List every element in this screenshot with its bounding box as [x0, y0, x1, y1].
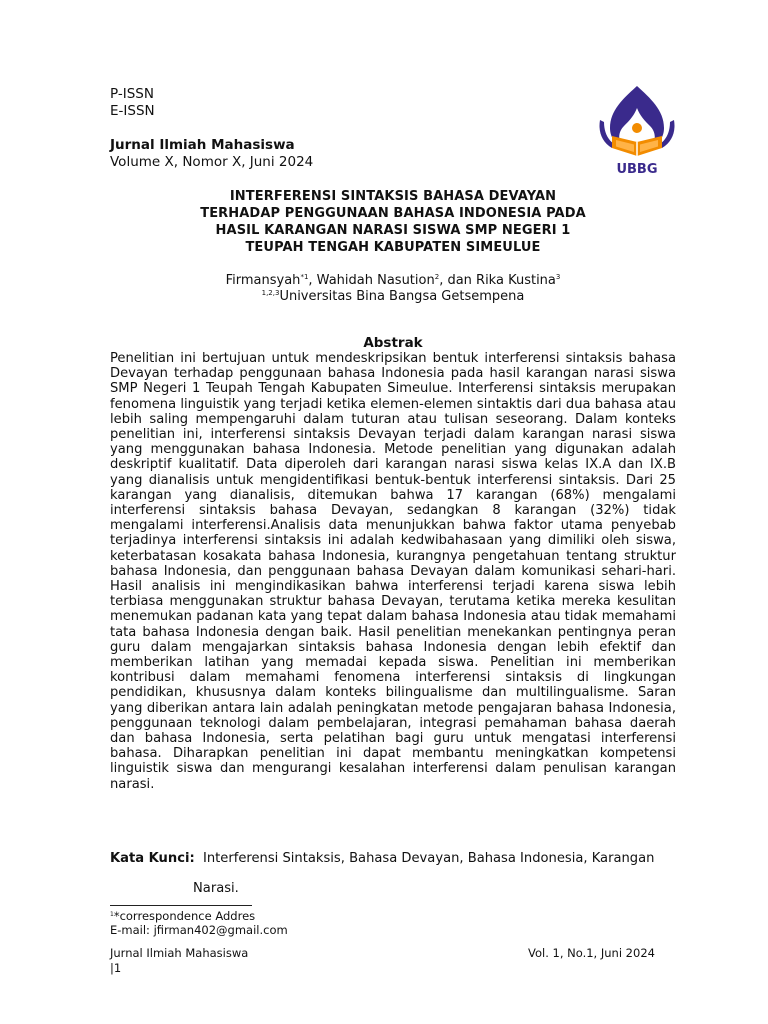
affiliation-sup: 1,2,3 — [261, 289, 280, 297]
footnote-text: *correspondence Addres — [113, 909, 256, 923]
p-issn-label: P-ISSN — [110, 86, 154, 102]
author-sup: *1 — [300, 273, 309, 281]
author-name: , dan Rika Kustina — [439, 273, 556, 288]
logo-text: UBBG — [616, 162, 658, 177]
affiliation — [110, 289, 676, 305]
footnote-sup: 1 — [110, 911, 114, 918]
keywords-continuation: Narasi. — [193, 881, 239, 896]
title-line: TERHADAP PENGGUNAAN BAHASA INDONESIA PADA — [200, 206, 586, 221]
title-line: TEUPAH TENGAH KABUPATEN SIMEULUE — [245, 240, 541, 255]
footnote-email: E-mail: jfirman402@gmail.com — [110, 923, 288, 937]
author-name: , Wahidah Nasution — [308, 273, 435, 288]
footnote-correspondence — [110, 909, 255, 923]
keywords-label: Kata Kunci: — [110, 851, 195, 866]
author-sup: 3 — [555, 273, 561, 281]
abstract-heading: Abstrak — [363, 335, 423, 351]
page-number: |1 — [110, 961, 122, 975]
footer-volume: Vol. 1, No.1, Juni 2024 — [528, 946, 655, 960]
author-list — [110, 273, 676, 289]
keywords — [110, 851, 676, 867]
journal-volume: Volume X, Nomor X, Juni 2024 — [110, 154, 314, 170]
title-line: INTERFERENSI SINTAKSIS BAHASA DEVAYAN — [229, 189, 557, 204]
logo-dome-shape — [610, 86, 664, 146]
footnote-divider — [110, 905, 252, 906]
abstract-body: Penelitian ini bertujuan untuk mendeskripsikan bentuk interferensi sintaksis bahasa Devayan terhadap penggunaan bahasa Indonesia pada hasil karangan narasi siswa SMP Negeri 1 Teupah Tengah Kabupaten Simeulue. Interferensi sintaksis merupakan fenomena linguistik yang terjadi ketika elemen-elemen sintaktis dari dua bahasa atau lebih saling mempengaruhi dalam tuturan atau tulisan seseorang. Dalam konteks penelitian ini, interferensi sintaksis Devayan terjadi dalam karangan narasi siswa yang menggunakan bahasa Indonesia. Metode penelitian yang digunakan adalah deskriptif kualitatif. Data diperoleh dari karangan narasi siswa kelas IX.A dan IX.B yang dianalisis untuk mengidentifikasi bentuk-bentuk interferensi sintaksis. Dari 25 karangan yang dianalisis, ditemukan bahwa 17 karangan (68%) mengalami interferensi sintaksis bahasa Devayan, sedangkan 8 karangan (32%) tidak mengalami interferensi.Analisis data menunjukkan bahwa faktor utama penyebab terjadinya interferensi sintaksis ini adalah kedwibahasaan yang dimiliki oleh siswa, keterbatasan kosakata bahasa Indonesia, kurangnya pengetahuan tentang struktur bahasa Indonesia, dan penggunaan bahasa Devayan dalam komunikasi sehari-hari. Hasil analisis ini mengindikasikan bahwa interferensi terjadi karena siswa lebih terbiasa menggunakan struktur bahasa Devayan, terutama ketika mereka kesulitan menemukan padanan kata yang tepat dalam bahasa Indonesia atau tidak memahami tata bahasa Indonesia dengan baik. Hasil penelitian menekankan pentingnya peran guru dalam mengajarkan sintaksis bahasa Indonesia dengan lebih efektif dan memberikan latihan yang memadai kepada siswa. Penelitian ini memberikan kontribusi dalam memahami fenomena interferensi sintaksis di lingkungan pendidikan, khususnya dalam konteks bilingualisme dan multilingualisme. Saran yang diberikan antara lain adalah peningkatan metode pengajaran bahasa Indonesia, penggunaan teknologi dalam pembelajaran, integrasi pemahaman bahasa daerah dan bahasa Indonesia, serta pelatihan bagi guru untuk mengatasi interferensi bahasa. Diharapkan penelitian ini dapat membantu meningkatkan kompetensi linguistik siswa dan mengurangi kesalahan interferensi dalam penulisan karangan narasi. — [110, 351, 676, 792]
title-line: HASIL KARANGAN NARASI SISWA SMP NEGERI 1 — [215, 223, 571, 238]
author-name: Firmansyah — [225, 273, 301, 288]
affiliation-name: Universitas Bina Bangsa Getsempena — [279, 289, 525, 304]
footer-journal-name: Jurnal Ilmiah Mahasiswa — [110, 946, 249, 960]
author-sup: 2 — [434, 273, 440, 281]
ubbg-logo-icon — [594, 84, 680, 180]
e-issn-label: E-ISSN — [110, 103, 155, 119]
paper-title — [110, 188, 676, 256]
logo-head-circle — [632, 123, 642, 133]
keywords-text: Interferensi Sintaksis, Bahasa Devayan, Bahasa Indonesia, Karangan — [194, 851, 655, 866]
journal-name: Jurnal Ilmiah Mahasiswa — [110, 137, 295, 153]
